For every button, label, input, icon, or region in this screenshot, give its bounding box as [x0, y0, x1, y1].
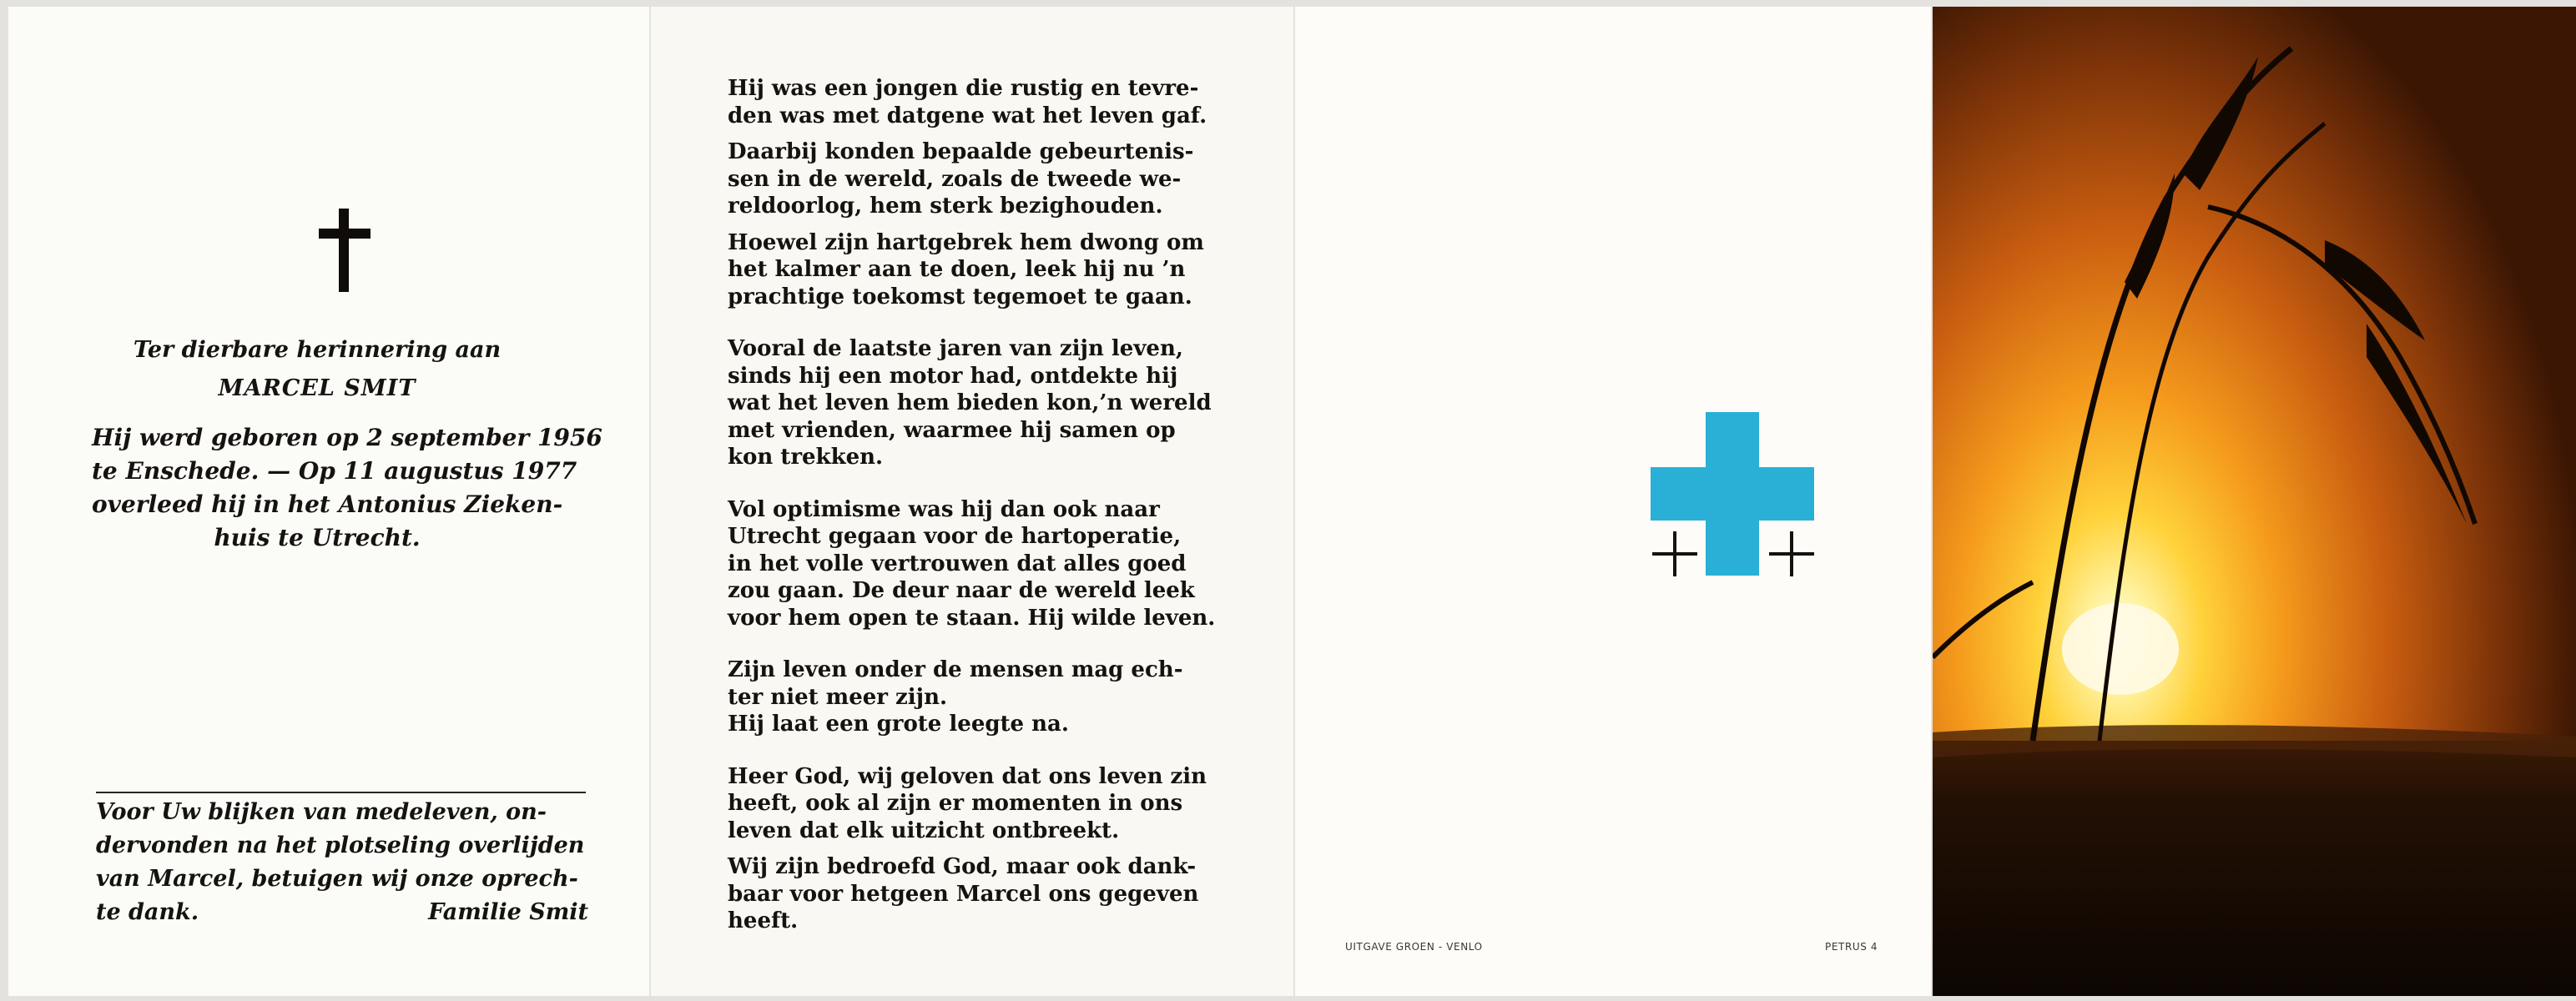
panel-back	[1295, 7, 1931, 996]
poem-line: heeft.	[728, 908, 799, 933]
poem-line: Vol optimisme was hij dan ook naar	[728, 496, 1160, 522]
panel-photo	[1933, 7, 2576, 996]
poem-line: Heer God, wij geloven dat ons leven zin	[728, 763, 1207, 789]
poem-line: Hoewel zijn hartgebrek hem dwong om	[728, 229, 1204, 255]
poem-stanza	[728, 335, 1228, 471]
poem-stanza	[728, 763, 1228, 845]
small-cross-right-icon	[1769, 531, 1814, 576]
biography-line: te Enschede. — Op 11 augustus 1977	[92, 457, 577, 485]
poem-line: heeft, ook al zijn er momenten in ons	[728, 791, 1183, 816]
poem-line: baar voor hetgeen Marcel ons gegeven	[728, 881, 1199, 907]
poem-line: kon trekken.	[728, 445, 884, 470]
poem-line: in het volle vertrouwen dat alles goed	[728, 551, 1187, 576]
poem-line: zou gaan. De deur naar de wereld leek	[728, 578, 1195, 603]
poem-line: prachtige toekomst tegemoet te gaan.	[728, 284, 1192, 309]
poem-line: Zijn leven onder de mensen mag ech-	[728, 657, 1183, 682]
poem-line: Hij laat een grote leegte na.	[728, 712, 1069, 737]
poem-stanza	[728, 138, 1228, 220]
dedication-line: Ter dierbare herinnering aan	[133, 337, 502, 363]
series-code: PETRUS 4	[1825, 941, 1878, 953]
poem-stanza	[728, 853, 1228, 935]
poem-line: leven dat elk uitzicht ontbreekt.	[728, 817, 1120, 843]
latin-cross-icon	[317, 209, 372, 292]
publisher-credit: UITGAVE GROEN - VENLO	[1345, 941, 1483, 953]
poem-line: den was met datgene wat het leven gaf.	[728, 103, 1207, 128]
poem-line: Daarbij konden bepaalde gebeurtenis-	[728, 139, 1194, 164]
poem-stanza	[728, 656, 1228, 738]
poem-line: reldoorlog, hem sterk bezighouden.	[728, 194, 1163, 219]
poem-line: wat het leven hem bieden kon,’n wereld	[728, 390, 1212, 415]
panel-poem	[651, 7, 1293, 996]
poem-line: met vrienden, waarmee hij samen op	[728, 417, 1176, 443]
poem-line: het kalmer aan te doen, leek hij nu ’n	[728, 257, 1186, 282]
thanks-line: van Marcel, betuigen wij onze oprech-	[96, 866, 578, 892]
biography-line: huis te Utrecht.	[214, 524, 421, 551]
poem-line: Utrecht gegaan voor de hartoperatie,	[728, 524, 1182, 549]
poem-stanza	[728, 75, 1228, 129]
thanks-text	[96, 796, 588, 929]
poem-line: Wij zijn bedroefd God, maar ook dank-	[728, 854, 1197, 879]
poem-line: Vooral de laatste jaren van zijn leven,	[728, 336, 1183, 361]
poem-line: sen in de wereld, zoals de tweede we-	[728, 166, 1182, 192]
poem-text	[728, 75, 1228, 935]
family-signature: Familie Smit	[428, 899, 588, 925]
divider-rule	[96, 792, 586, 793]
poem-line: Hij was een jongen die rustig en tevre-	[728, 76, 1199, 101]
biography-text	[92, 421, 602, 555]
thanks-line: dervonden na het plotseling overlijden	[96, 832, 585, 858]
poem-stanza	[728, 496, 1228, 632]
small-cross-left-icon	[1652, 531, 1697, 576]
wheat-sunset-photo	[1933, 7, 2576, 996]
poem-line: sinds hij een motor had, ontdekte hij	[728, 363, 1178, 389]
poem-stanza	[728, 229, 1228, 311]
thanks-line: te dank.	[96, 899, 199, 925]
deceased-name: MARCEL SMIT	[218, 375, 416, 401]
thanks-line: Voor Uw blijken van medeleven, on-	[96, 799, 547, 825]
poem-line: voor hem open te staan. Hij wilde leven.	[728, 605, 1216, 631]
poem-line: ter niet meer zijn.	[728, 684, 948, 710]
biography-line: overleed hij in het Antonius Zieken-	[92, 490, 563, 518]
biography-line: Hij werd geboren op 2 september 1956	[92, 424, 602, 451]
